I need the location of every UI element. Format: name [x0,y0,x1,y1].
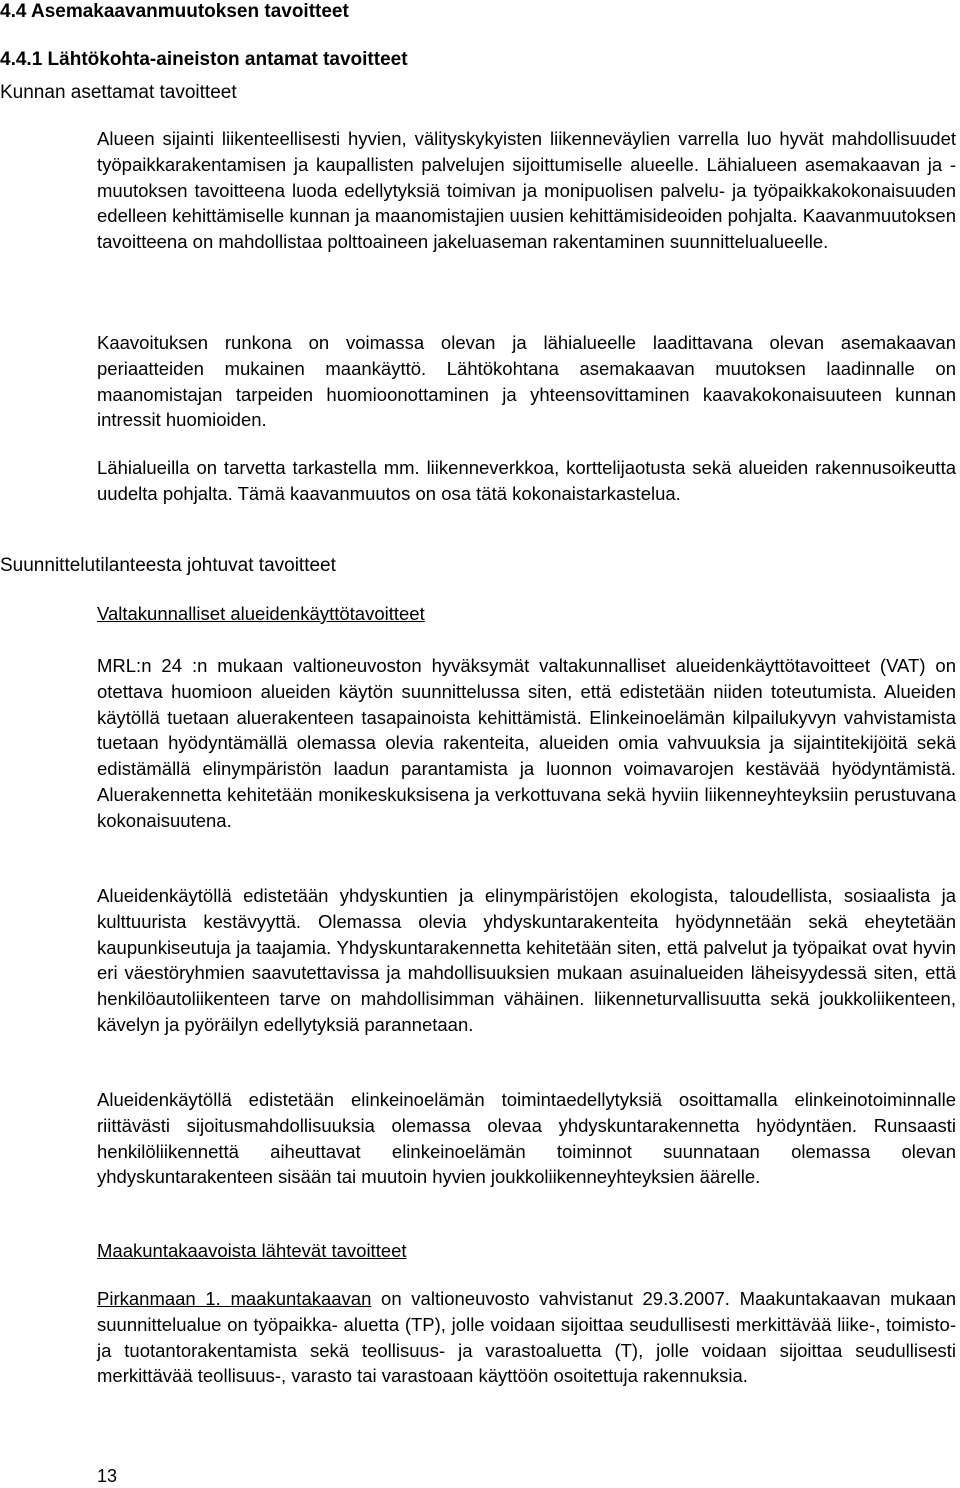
subheading-vat: Valtakunnalliset alueidenkäyttötavoitteet [97,603,425,624]
maakuntakaava-reference: Pirkanmaan 1. maakuntakaavan [97,1288,372,1309]
paragraph-kunta-3: Lähialueilla on tarvetta tarkastella mm. liikenneverkkoa, korttelijaotusta sekä alueiden rakennusoikeutta uudelta pohjalta. Tämä kaavanmuutos on osa tätä kokonaistarkastelua. [97,457,956,504]
paragraph-maakunta [97,1286,956,1389]
heading-section-4-4: 4.4 Asemakaavanmuutoksen tavoitteet [0,1,349,22]
paragraph-kunta-2: Kaavoituksen runkona on voimassa olevan ja lähialueelle laadittavana olevan asemakaavan periaatteiden mukainen maankäyttö. Lähtökohtana asemakaavan muutoksen laadinnalle on maanomistajan tarpeiden huomioonottaminen ja yhteensovittaminen kaavakokonaisuuteen kunnan intressit huomioiden. [97,332,956,431]
paragraph-vat-2: Alueidenkäytöllä edistetään yhdyskuntien ja elinympäristöjen ekologista, taloudellista, sosiaalista ja kulttuurista kestävyyttä. Olemassa olevia yhdyskuntarakenteita hyödynnetään sekä eheytetään kaupunkiseutuja ja taajamia. Yhdyskuntarakennetta kehitetään siten, että palvelut ja työpaikat ovat hyvin eri väestöryhmien saavutettavissa ja mahdollisuuksien mukaan asuinalueiden läheisyydessä siten, että henkilöautoliikenteen tarve on mahdollisimman vähäinen. liikenneturvallisuutta sekä joukkoliikenteen, kävelyn ja pyöräilyn edellytyksiä parannetaan. [97,885,956,1035]
subheading-maakunta: Maakuntakaavoista lähtevät tavoitteet [97,1240,407,1261]
paragraph-vat-1: MRL:n 24 :n mukaan valtioneuvoston hyväksymät valtakunnalliset alueidenkäyttötavoitteet (VAT) on otettava huomioon alueiden käytön suunnittelussa siten, että edistetään niiden toteutumista. Alueiden käytöllä tuetaan aluerakenteen tasapainoista kehittämistä. Elinkeinoelämän kilpailukyvyn vahvistamista tuetaan hyödyntämällä olemassa olevia rakenteita, alueiden omia vahvuuksia ja sijaintitekijöitä sekä edistämällä elinympäristön laadun parantamista ja luonnon voimavarojen kestävää hyödyntämistä. Aluerakennetta kehitetään monikeskuksisena ja verkottuvana sekä hyviin liikenneyhteyksiin perustuvana kokonaisuutena. [97,655,956,831]
section-label-suunnittelu: Suunnittelutilanteesta johtuvat tavoitteet [0,555,336,576]
paragraph-vat-3: Alueidenkäytöllä edistetään elinkeinoelämän toimintaedellytyksiä osoittamalla elinkeinotoiminnalle riittävästi sijoitusmahdollisuuksia olemassa olevaa yhdyskuntarakennetta hyödyntäen. Runsaasti henkilöliikennettä aiheuttavat elinkeinoelämän toiminnot suunnataan olemassa olevan yhdyskuntarakenteen sisään tai muutoin hyvien joukkoliikenneyhteyksien äärelle. [97,1089,956,1188]
page-number: 13 [97,1466,118,1486]
heading-section-4-4-1: 4.4.1 Lähtökohta-aineiston antamat tavoitteet [0,49,408,70]
paragraph-kunta-1: Alueen sijainti liikenteellisesti hyvien, välityskykyisten liikenneväylien varrella luo hyvät mahdollisuudet työpaikkarakentamisen ja kaupallisten palvelujen sijoittumiselle alueelle. Lähialueen asemakaavan ja -muutoksen tavoitteena luoda edellytyksiä toimivan ja monipuolisen palvelu- ja työpaikkakokonaisuuden edelleen kehittämiselle kunnan ja maanomistajien uusien kehittämisideoiden pohjalta. Kaavanmuutoksen tavoitteena on mahdollistaa polttoaineen jakeluaseman rakentaminen suunnittelualueelle. [97,128,956,253]
section-label-kunta: Kunnan asettamat tavoitteet [0,82,237,103]
paragraph-maakunta-text: on valtioneuvosto vahvistanut 29.3.2007. Maakuntakaavan mukaan suunnittelualue on työpaikka- aluetta (TP), jolle voidaan sijoittaa seudullisesti merkittävää liike-, toimisto- ja tuotantorakentamista sekä teollisuus- ja varastoaluetta (T), jolle voidaan sijoittaa seudullisesti merkittävää teollisuus-, varasto tai varastoaan käyttöön osoitettuja rakennuksia. [97,1288,956,1387]
